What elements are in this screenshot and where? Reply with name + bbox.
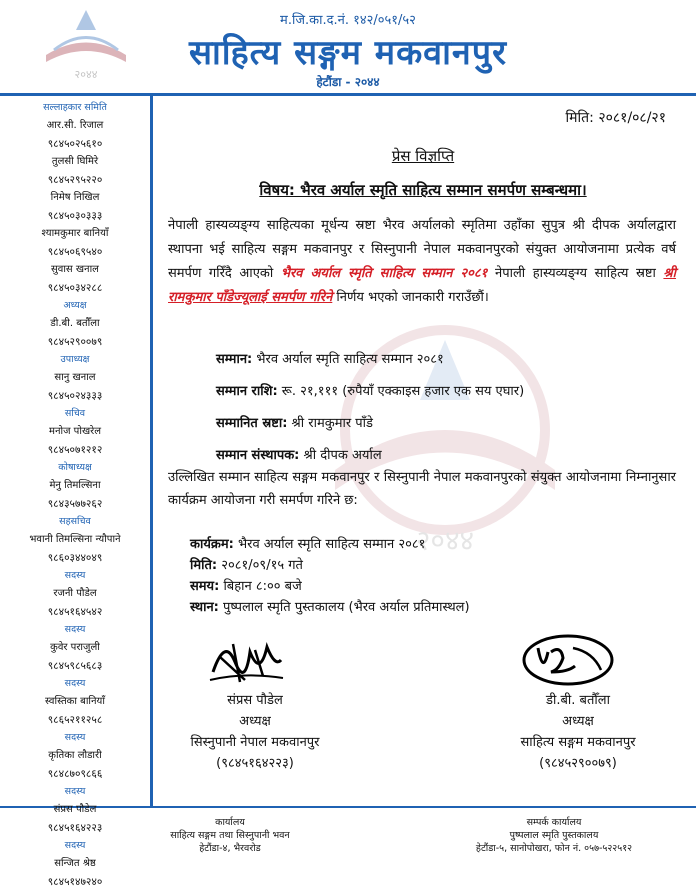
sidebar-phone: ९८४५२९००७९ xyxy=(47,336,103,348)
sidebar-name: श्यामकुमार बानियाँ xyxy=(41,228,109,239)
program-event xyxy=(190,534,425,552)
signatory-org: साहित्य सङ्गम मकवानपुर xyxy=(520,735,636,750)
footer-contact-label: सम्पर्क कार्यालय xyxy=(526,817,582,828)
signatory-role: अध्यक्ष xyxy=(239,714,271,729)
sidebar-name: डी.बी. बतौँला xyxy=(50,318,100,329)
sidebar-name: मेनु तिमल्सिना xyxy=(49,480,101,491)
signatory-name: डी.बी. बतौँला xyxy=(546,693,610,708)
program-value: २०८१/०९/१५ गते xyxy=(217,558,303,573)
sidebar-phone: ९८४५२९५२२० xyxy=(47,174,103,186)
program-label: स्थान: xyxy=(190,600,219,615)
signature-left-image xyxy=(205,632,285,690)
sidebar-name: संप्रस पौडेल xyxy=(53,804,97,815)
watermark-year: २०४४ xyxy=(415,524,475,557)
sidebar-heading: सदस्य xyxy=(64,732,86,743)
award-name-highlight: भैरव अर्याल स्मृति साहित्य सम्मान २०८१ xyxy=(280,266,488,281)
sidebar-name: सन्जित श्रेष्ठ xyxy=(54,858,96,869)
program-venue xyxy=(190,597,470,615)
signature-block-left xyxy=(135,690,375,774)
sidebar-heading: सदस्य xyxy=(64,840,86,851)
detail-value: श्री रामकुमार पाँडे xyxy=(287,416,373,431)
footer-office-building: साहित्य सङ्गम तथा सिस्नुपानी भवन xyxy=(170,830,290,841)
footer-office xyxy=(100,816,360,855)
letter-subject: विषय: भैरव अर्याल स्मृति साहित्य सम्मान समर्पण सम्बन्धमा। xyxy=(259,181,587,199)
sidebar-phone: ९८४५०२५६१० xyxy=(47,138,103,150)
signatory-name: संप्रस पौडेल xyxy=(227,693,283,708)
sidebar-name: स्वस्तिका बानियाँ xyxy=(45,696,105,707)
detail-label: सम्मान: xyxy=(216,352,253,367)
sidebar-phone: ९८६५२११२५८ xyxy=(47,714,103,726)
sidebar-phone: ९८४५१६४५४२ xyxy=(47,606,103,618)
sidebar-name: कृतिका लौडारी xyxy=(48,750,102,761)
detail-value: श्री दीपक अर्याल xyxy=(299,448,382,463)
sidebar-heading: अध्यक्ष xyxy=(63,300,87,311)
signature-right-image xyxy=(513,630,618,690)
signature-block-right xyxy=(458,690,696,774)
intro-paragraph xyxy=(168,214,676,310)
detail-founder xyxy=(216,445,382,463)
intro-text-c: निर्णय भएको जानकारी गराउँछौं। xyxy=(332,290,489,305)
sidebar-heading: सदस्य xyxy=(64,570,86,581)
letter-date: मिति: २०८१/०८/२१ xyxy=(565,110,666,126)
intro-text-a: नेपाली हास्यव्यङ्ग्य साहित्यका मूर्धन्य स्रष्टा भैरव अर्यालको स्मृतिमा उहाँका सुपुत्र श्री दीपक अर्यालद्वारा स्थापना भई साहित्य सङ्गम मकवानपुर र सिस्नुपानी नेपाल मकवानपुरको संयुक्त आयोजनामा प्रत्येक वर्ष समर्पण गरिँदै आएको xyxy=(168,218,676,281)
program-value: पुष्पलाल स्मृति पुस्तकालय (भैरव अर्याल प्रतिमास्थल) xyxy=(218,600,470,615)
program-intro-paragraph: उल्लिखित सम्मान साहित्य सङ्गम मकवानपुर र सिस्नुपानी नेपाल मकवानपुरको संयुक्त आयोजनामा निम्नानुसार कार्यक्रम आयोजना गरी समर्पण गरिने छ: xyxy=(168,470,676,508)
recipient-highlight: श्री रामकुमार पाँडेज्यूलाई समर्पण गरिने xyxy=(168,266,676,305)
footer-contact-office xyxy=(424,816,684,855)
sidebar-phone: ९८४५०७१२१२ xyxy=(47,444,103,456)
footer-office-address: हेटौंडा-४, भैरवरोड xyxy=(199,843,261,854)
sidebar-heading: सदस्य xyxy=(64,624,86,635)
organization-place: हेटौंडा - २०४४ xyxy=(316,75,380,89)
intro-text-b: नेपाली हास्यव्यङ्ग्य साहित्य स्रष्टा xyxy=(487,266,664,281)
sidebar-phone: ९८४३५७७२६२ xyxy=(47,498,103,510)
sidebar-phone: ९८४५०६९५४० xyxy=(47,246,103,258)
sidebar-name: भवानी तिमल्सिना न्यौपाने xyxy=(29,534,121,545)
signatory-role: अध्यक्ष xyxy=(562,714,594,729)
detail-value: रू. २१,१११ (रुपैयाँ एक्काइस हजार एक सय एघार) xyxy=(277,384,525,399)
sidebar-heading: सहसचिव xyxy=(59,516,91,527)
sidebar-phone: ९८६०३४४०४९ xyxy=(47,552,103,564)
sidebar-phone: ९८४५०३४२८८ xyxy=(47,282,103,294)
sidebar-name: निमेष निखिल xyxy=(50,192,100,203)
sidebar-phone: ९८४८७०९८६६ xyxy=(47,768,103,780)
program-label: कार्यक्रम: xyxy=(190,537,234,552)
sidebar-phone: ९८४५९८५६८३ xyxy=(47,660,103,672)
footer-office-label: कार्यालय xyxy=(215,817,245,828)
sidebar-heading: सदस्य xyxy=(64,786,86,797)
sidebar-heading: उपाध्यक्ष xyxy=(60,354,90,365)
sidebar-phone: ९८४५०२४३३३ xyxy=(47,390,103,402)
program-label: समय: xyxy=(190,579,220,594)
header-divider xyxy=(0,93,696,96)
letter-title: प्रेस विज्ञप्ति xyxy=(391,147,455,165)
sidebar-name: मनोज पोखरेल xyxy=(48,426,102,437)
program-label: मिति: xyxy=(190,558,218,573)
detail-amount xyxy=(216,381,524,399)
sidebar-heading: सल्लाहकार समिति xyxy=(43,102,107,113)
sidebar-phone: ९८४५०३०३३३ xyxy=(47,210,103,222)
footer-contact-address: हेटौंडा-५, सानोपोखरा, फोन नं. ०५७-५२२५१२ xyxy=(475,843,633,854)
program-value: बिहान ८:०० बजे xyxy=(219,579,302,594)
footer-contact-library: पुष्पलाल स्मृति पुस्तकालय xyxy=(509,830,599,841)
sidebar-heading: सचिव xyxy=(64,408,86,419)
signatory-phone: (९८४५१६४२२३) xyxy=(216,756,294,771)
detail-label: सम्मानित स्रष्टा: xyxy=(216,416,288,431)
sidebar-name: तुलसी घिमिरे xyxy=(51,156,99,167)
organization-name: साहित्य सङ्गम मकवानपुर xyxy=(189,33,507,73)
sidebar-phone: ९८४५१६४२२३ xyxy=(47,822,103,834)
sidebar-phone: ९८४५१४७२४० xyxy=(47,876,103,888)
detail-label: सम्मान संस्थापक: xyxy=(216,448,300,463)
committee-sidebar xyxy=(0,99,150,891)
sidebar-name: रजनी पौडेल xyxy=(53,588,97,599)
program-time xyxy=(190,576,302,594)
sidebar-name: आर.सी. रिजाल xyxy=(46,120,104,131)
sidebar-heading: कोषाध्यक्ष xyxy=(58,462,92,473)
detail-value: भैरव अर्याल स्मृति साहित्य सम्मान २०८१ xyxy=(252,352,444,367)
program-value: भैरव अर्याल स्मृति साहित्य सम्मान २०८१ xyxy=(233,537,426,552)
sidebar-heading: सदस्य xyxy=(64,678,86,689)
sidebar-name: सानु खनाल xyxy=(54,372,96,383)
signatory-phone: (९८४५२९००७९) xyxy=(539,756,617,771)
sidebar-name: कुवेर पराजुली xyxy=(50,642,100,653)
program-date xyxy=(190,555,303,573)
sidebar-name: सुवास खनाल xyxy=(51,264,99,275)
registration-number: म.जि.का.द.नं. १४२/०५१/५२ xyxy=(280,13,416,28)
signatory-org: सिस्नुपानी नेपाल मकवानपुर xyxy=(190,735,320,750)
detail-recipient xyxy=(216,413,373,431)
detail-award xyxy=(216,349,444,367)
logo-year: २०४४ xyxy=(74,68,98,81)
detail-label: सम्मान राशि: xyxy=(216,384,278,399)
